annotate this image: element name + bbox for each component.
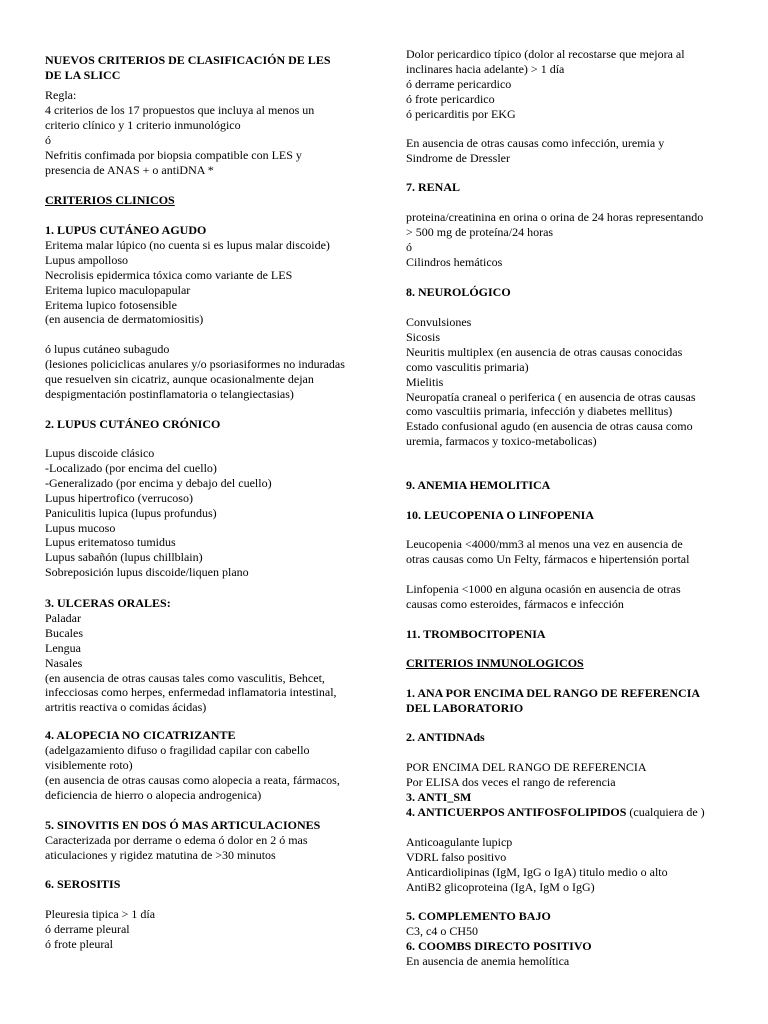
line-text: Linfopenia <1000 en alguna ocasión en ausencia de otras	[406, 582, 681, 596]
line-text: inclinares hacia adelante) > 1 día	[406, 61, 565, 76]
line-text: 3. ULCERAS ORALES:	[45, 596, 171, 610]
line-text: Dolor pericardico típico (dolor al recostarse que mejora al	[406, 47, 685, 61]
heading-line	[406, 285, 511, 300]
text-line	[45, 372, 314, 387]
heading-line	[406, 627, 546, 642]
text-line	[406, 136, 664, 151]
text-line	[406, 924, 478, 939]
line-text: Regla:	[45, 88, 77, 102]
text-line	[45, 387, 294, 402]
text-line	[406, 760, 647, 775]
line-text: otras causas como Un Felty, fármacos e hipertensión portal	[406, 551, 690, 566]
line-text: ó frote pericardico	[406, 91, 495, 106]
text-line	[45, 788, 261, 803]
text-line	[45, 848, 276, 863]
text-line	[45, 773, 340, 788]
heading-line	[406, 730, 485, 745]
line-text: -Generalizado (por encima y debajo del cuello)	[45, 475, 272, 490]
line-text: como vasculitis primaria)	[406, 359, 529, 374]
line-text: Eritema lupico maculopapular	[45, 282, 191, 297]
line-text: ó	[406, 239, 412, 254]
text-line	[406, 107, 516, 122]
text-line	[45, 550, 203, 565]
line-text: AntiB2 glicoproteina (IgA, IgM o IgG)	[406, 879, 595, 894]
line-text: Lengua	[45, 640, 81, 655]
line-text: Sicosis	[406, 329, 441, 344]
line-text: 2. LUPUS CUTÁNEO CRÓNICO	[45, 417, 221, 431]
text-line	[45, 565, 249, 580]
text-line	[45, 521, 115, 536]
line-text: Bucales	[45, 625, 83, 640]
line-text: aticulaciones y rigidez matutina de >30 minutos	[45, 847, 276, 862]
line-text: ó pericarditis por EKG	[406, 106, 516, 121]
text-line	[45, 357, 345, 372]
line-text: 5. COMPLEMENTO BAJO	[406, 909, 551, 923]
text-line	[406, 92, 495, 107]
line-text: > 500 mg de proteína/24 horas	[406, 224, 554, 239]
line-text: Convulsiones	[406, 315, 472, 329]
heading-line	[406, 686, 700, 701]
line-text: Neuropatía craneal o periferica ( en ausencia de otras causas	[406, 389, 696, 404]
line-text: 6. COOMBS DIRECTO POSITIVO	[406, 938, 592, 953]
line-text: Eritema lupico fotosensible	[45, 297, 177, 312]
line-text: ó	[45, 132, 51, 147]
line-text: Lupus discoide clásico	[45, 446, 155, 460]
text-line	[406, 151, 510, 166]
text-line	[406, 375, 443, 390]
line-text: 11. TROMBOCITOPENIA	[406, 627, 546, 641]
text-line	[406, 360, 529, 375]
text-line	[406, 582, 681, 597]
line-text: VDRL falso positivo	[406, 849, 507, 864]
text-line	[406, 537, 683, 552]
text-line	[45, 937, 113, 952]
text-line	[406, 225, 553, 240]
heading-line	[406, 909, 551, 924]
heading-line	[406, 805, 705, 820]
text-line	[45, 671, 325, 686]
text-line	[406, 954, 569, 969]
text-line	[406, 255, 502, 270]
text-line	[406, 77, 511, 92]
line-text: artritis reactiva o comidas ácidas)	[45, 700, 207, 715]
line-text: ó derrame pericardico	[406, 76, 512, 91]
heading-line	[45, 877, 120, 892]
line-text: Anticardiolipinas (IgM, IgG o IgA) titulo medio o alto	[406, 864, 668, 879]
heading-line	[45, 596, 171, 611]
line-text: (adelgazamiento difuso o fragilidad capilar con cabello	[45, 742, 310, 757]
heading-line	[45, 68, 120, 83]
line-text: (lesiones policiclicas anulares y/o psoriasiformes no induradas	[45, 356, 345, 371]
text-line	[45, 312, 203, 327]
line-text: como vascultiis primaria, infección y diabetes mellitus)	[406, 404, 673, 419]
line-text: Nefritis confimada por biopsia compatible con LES y	[45, 147, 302, 162]
text-line	[45, 103, 314, 118]
text-line	[406, 434, 597, 449]
text-line	[45, 283, 190, 298]
line-text: Sobreposición lupus discoide/liquen plano	[45, 565, 249, 580]
line-text: Necrolisis epidermica tóxica como variante de LES	[45, 267, 293, 282]
line-text: ó frote pleural	[45, 936, 113, 951]
line-text: visiblemente roto)	[45, 757, 133, 772]
line-text: -Localizado (por encima del cuello)	[45, 460, 217, 475]
line-text: POR ENCIMA DEL RANGO DE REFERENCIA	[406, 760, 647, 774]
line-text: 4. ANTICUERPOS ANTIFOSFOLIPIDOS	[406, 804, 627, 819]
line-text: C3, c4 o CH50	[406, 923, 478, 938]
heading-line	[45, 818, 320, 833]
line-suffix: (cualquiera de )	[626, 804, 705, 819]
text-line	[45, 641, 81, 656]
heading-line	[406, 790, 471, 805]
text-line	[406, 62, 564, 77]
text-line	[45, 685, 337, 700]
line-text: Lupus hipertrofico (verrucoso)	[45, 490, 193, 505]
line-text: despigmentación postinflamatoria o telangiectasias)	[45, 386, 294, 401]
line-text: 6. SEROSITIS	[45, 877, 121, 891]
line-text: En ausencia de otras causas como infección, uremia y	[406, 136, 665, 150]
line-text: Caracterizada por derrame o edema ó dolor en 2 ó mas	[45, 832, 308, 847]
line-text: 8. NEUROLÓGICO	[406, 285, 511, 299]
line-text: 5. SINOVITIS EN DOS Ó MAS ARTICULACIONES	[45, 818, 321, 832]
line-text: 9. ANEMIA HEMOLITICA	[406, 478, 551, 492]
line-text: que resuelven sin cicatriz, aunque ocasionalmente dejan	[45, 371, 314, 386]
line-text: 1. ANA POR ENCIMA DEL RANGO DE REFERENCIA	[406, 686, 701, 700]
line-text: Lupus ampolloso	[45, 252, 128, 267]
heading-line	[45, 193, 175, 208]
heading-line	[406, 180, 460, 195]
text-line	[406, 775, 616, 790]
line-text: uremia, farmacos y toxico-metabolicas)	[406, 434, 597, 449]
line-text: 1. LUPUS CUTÁNEO AGUDO	[45, 223, 207, 237]
text-line	[45, 88, 76, 103]
text-line	[406, 330, 440, 345]
line-text: Por ELISA dos veces el rango de referencia	[406, 774, 616, 789]
line-text: presencia de ANAS + o antiDNA *	[45, 162, 214, 177]
text-line	[45, 833, 308, 848]
text-line	[406, 835, 512, 850]
text-line	[45, 491, 193, 506]
text-line	[45, 133, 51, 148]
line-text: 4 criterios de los 17 propuestos que incluya al menos un	[45, 102, 315, 117]
heading-line	[406, 478, 550, 493]
line-text: Mielitis	[406, 374, 444, 389]
line-text: Paniculitis lupica (lupus profundus)	[45, 505, 217, 520]
line-text: Eritema malar lúpico (no cuenta si es lupus malar discoide)	[45, 237, 330, 252]
line-text: (en ausencia de otras causas como alopecia a reata, fármacos,	[45, 772, 340, 787]
line-text: 2. ANTIDNAds	[406, 730, 485, 744]
text-line	[406, 865, 668, 880]
text-line	[45, 148, 302, 163]
heading-line	[45, 417, 220, 432]
text-line	[406, 597, 624, 612]
text-line	[406, 47, 685, 62]
line-text: NUEVOS CRITERIOS DE CLASIFICACIÓN DE LES	[45, 53, 331, 67]
line-text: Lupus eritematoso tumidus	[45, 535, 176, 550]
line-text: (en ausencia de otras causas tales como vasculitis, Behcet,	[45, 670, 325, 685]
text-line	[45, 163, 214, 178]
line-text: Anticoagulante lupicp	[406, 835, 513, 849]
heading-line	[406, 701, 523, 716]
text-line	[45, 461, 217, 476]
line-text: En ausencia de anemia hemolítica	[406, 953, 570, 968]
line-text: CRITERIOS INMUNOLOGICOS	[406, 656, 584, 670]
heading-line	[406, 508, 594, 523]
line-text: ó lupus cutáneo subagudo	[45, 342, 170, 356]
line-text: 3. ANTI_SM	[406, 789, 472, 804]
text-line	[45, 743, 310, 758]
text-line	[45, 268, 292, 283]
line-text: 4. ALOPECIA NO CICATRIZANTE	[45, 728, 236, 742]
text-line	[45, 758, 133, 773]
text-line	[406, 390, 696, 405]
text-line	[406, 850, 506, 865]
text-line	[406, 552, 689, 567]
line-text: Pleuresia tipica > 1 día	[45, 907, 156, 921]
line-text: CRITERIOS CLINICOS	[45, 193, 175, 207]
line-text: deficiencia de hierro o alopecia androgenica)	[45, 787, 262, 802]
line-text: Leucopenia <4000/mm3 al menos una vez en ausencia de	[406, 537, 683, 551]
text-line	[45, 342, 169, 357]
text-line	[45, 626, 83, 641]
text-line	[406, 880, 595, 895]
text-line	[45, 476, 272, 491]
line-text: infecciosas como herpes, enfermedad inflamatoria intestinal,	[45, 685, 337, 700]
heading-line	[406, 656, 584, 671]
line-text: Sindrome de Dressler	[406, 150, 510, 165]
line-text: Lupus mucoso	[45, 520, 116, 535]
text-line	[45, 446, 154, 461]
text-line	[45, 238, 330, 253]
line-text: 7. RENAL	[406, 180, 461, 194]
line-text: (en ausencia de dermatomiositis)	[45, 312, 204, 327]
text-line	[406, 210, 703, 225]
text-line	[406, 345, 682, 360]
line-text: Paladar	[45, 610, 81, 625]
line-text: DEL LABORATORIO	[406, 700, 524, 715]
line-text: DE LA SLICC	[45, 67, 121, 82]
line-text: Neuritis multiplex (en ausencia de otras causas conocidas	[406, 344, 683, 359]
text-line	[406, 419, 693, 434]
text-line	[45, 656, 82, 671]
text-line	[45, 611, 81, 626]
heading-line	[45, 223, 206, 238]
heading-line	[45, 53, 331, 68]
text-line	[45, 118, 241, 133]
text-line	[45, 907, 155, 922]
line-text: proteina/creatinina en orina o orina de 24 horas representando	[406, 210, 704, 224]
line-text: causas como esteroides, fármacos e infección	[406, 596, 624, 611]
text-line	[45, 535, 176, 550]
text-line	[406, 404, 672, 419]
heading-line	[406, 939, 592, 954]
text-line	[406, 240, 412, 255]
line-text: 10. LEUCOPENIA O LINFOPENIA	[406, 508, 595, 522]
line-text: Nasales	[45, 655, 83, 670]
text-line	[45, 253, 128, 268]
text-line	[45, 506, 217, 521]
text-line	[45, 922, 130, 937]
line-text: Cilindros hemáticos	[406, 254, 503, 269]
line-text: Lupus sabañón (lupus chillblain)	[45, 550, 203, 565]
heading-line	[45, 728, 235, 743]
line-text: Estado confusional agudo (en ausencia de otras causa como	[406, 419, 693, 434]
text-line	[406, 315, 471, 330]
line-text: ó derrame pleural	[45, 921, 130, 936]
line-text: criterio clínico y 1 criterio inmunológico	[45, 117, 241, 132]
text-line	[45, 298, 177, 313]
text-line	[45, 700, 206, 715]
